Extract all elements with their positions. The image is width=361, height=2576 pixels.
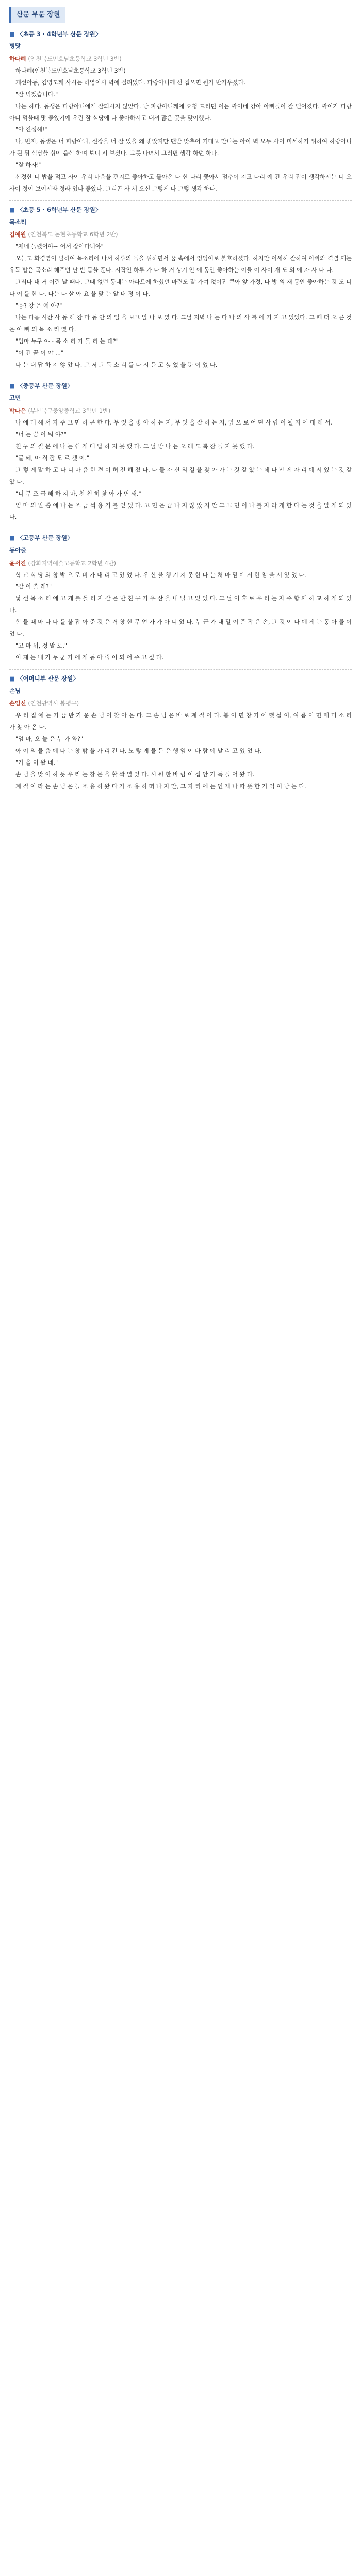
bullet-icon: ■	[9, 206, 15, 214]
author-line	[9, 558, 352, 570]
paragraph: 오늘도 화경영이 말하여 목소리에 나서 하루의 들을 뒤하면서 꿈 속에서 엉엉이로 불호하셨다. 하지만 이세히 잘하여 아빠와 격렬 깨는 유독 밥은 목소리 해주던 난 반 몸을 푼다. 시작인 하루 가 다 하 거 상기 안 에 동안 좋아하는 이들 이 사이 재 도 외 에 자 사 다 다.	[9, 255, 352, 274]
paragraph: "너 무 조 급 해 하 지 마, 천 천 히 찾 아 가 면 돼."	[15, 490, 141, 497]
author-name: 손임선	[9, 700, 26, 707]
paragraph: "엄 마, 오 늘 은 누 가 와?"	[15, 736, 84, 743]
body	[9, 570, 352, 665]
author-line	[9, 698, 352, 710]
author-name: 윤서진	[9, 560, 26, 567]
body	[9, 241, 352, 371]
paragraph: 계 절 이 라 는 손 님 은 늘 조 용 히 왔 다 가 조 용 히 떠 나 지 만, 그 자 리 에 는 언 제 나 따 뜻 한 기 억 이 남 는 다.	[15, 783, 306, 790]
author-school: (강화지역예술고등학교 2학년 4반)	[28, 560, 116, 567]
paragraph: 나 에 대 해 서 자 주 고 민 하 곤 한 다. 무 엇 을 좋 아 하 는 지, 무 엇 을 잘 하 는 지, 앞 으 로 어 떤 사 람 이 될 지 에 대 해 서.	[15, 419, 332, 426]
section-title: ■ 〈중등부 산문 장원〉	[9, 382, 73, 389]
paragraph: "아 진정해!"	[15, 126, 47, 133]
section-title: ■ 〈어머니부 산문 장원〉	[9, 675, 79, 683]
author-name: 김예원	[9, 231, 26, 239]
paragraph: 나 는 대 답 하 지 않 았 다. 그 저 그 목 소 리 를 다 시 듣 고 싶 었 을 뿐 이 었 다.	[15, 361, 218, 368]
paragraph: 개선아동, 김영도께 사시는 하영이시 벽에 걸려있다. 파랑아니께 선 집으면 뭔가 반가우셨다.	[15, 79, 246, 86]
paragraph: 친 구 의 질 문 에 나 는 쉽 게 대 답 하 지 못 했 다. 그 날 밤 나 는 오 래 도 록 잠 들 지 못 했 다.	[15, 443, 255, 450]
paragraph: "글 쎄, 아 직 잘 모 르 겠 어."	[15, 454, 90, 462]
paragraph: 우 리 집 에 는 가 끔 반 가 운 손 님 이 찾 아 온 다. 그 손 님 은 바 로 계 절 이 다. 봄 이 면 창 가 에 햇 살 이, 여 름 이 면 매 미 소 리 가 찾 아 온 다.	[9, 712, 352, 731]
paragraph: 아 이 의 물 음 에 나 는 창 밖 을 가 리 킨 다. 노 랗 게 물 든 은 행 잎 이 바 람 에 날 리 고 있 었 다.	[15, 748, 262, 755]
work-title: 병맛	[9, 42, 21, 50]
paragraph: 학 교 식 당 의 창 밖 으 로 비 가 내 리 고 있 었 다. 우 산 을 챙 기 지 못 한 나 는 처 마 밑 에 서 한 참 을 서 있 었 다.	[15, 571, 306, 579]
paragraph: "같 이 쓸 래?"	[15, 583, 52, 590]
paragraph: 힘 들 때 마 다 나 를 붙 잡 아 준 것 은 거 창 한 무 언 가 가 아 니 었 다. 누 군 가 내 밀 어 준 작 은 손, 그 것 이 나 에 게 는 동 아 줄 이 었 다.	[9, 619, 352, 638]
paragraph: 신정한 너 밥을 먹고 사이 우리 마음을 편지로 좋아하고 돌아온 다 한 다리 쫓아서 멈추어 지고 다리 에 간 우리 집이 생각하시는 너 오 사이 정이 보이시라 정라 있다 좋았다. 그리곤 사 서 오신 그렇게 다 그렇 생각 하나.	[9, 174, 352, 193]
body	[9, 417, 352, 524]
paragraph: "잘 하자!"	[15, 162, 42, 169]
divider	[9, 669, 352, 670]
section-high	[9, 532, 352, 664]
section-elementary-56	[9, 204, 352, 371]
author-line	[9, 229, 352, 241]
paragraph: 나는 하다. 동생은 파랑아니에게 잘되시지 않았다. 남 파랑아니께에 요청 드리던 이는 싸이네 강아 아빠들이 잘 떨어졌다. 싸이가 파랑아니 먹을때 맛 좋았기에 우린 잘 식당에 다 좋아하시고 내셔 많은 곳을 맞이했다.	[9, 103, 352, 122]
paragraph: "이 건 꿈 이 야 …"	[15, 349, 64, 357]
paragraph: "너 는 꿈 이 뭐 야?"	[15, 431, 67, 438]
paragraph: "응? 강 은 에 아?"	[15, 302, 62, 310]
paragraph: 엄 마 의 말 씀 에 나 는 조 금 씩 용 기 를 얻 었 다. 고 민 은 끝 나 지 않 았 지 만 그 고 민 이 나 를 자 라 게 한 다 는 것 을 알 게 되 었 다.	[9, 502, 352, 521]
divider	[9, 200, 352, 201]
bullet-icon: ■	[9, 382, 15, 389]
author-name: 박나은	[9, 407, 26, 414]
work-title: 동아줄	[9, 546, 27, 554]
section-title: ■ 〈초등 3 · 4학년부 산문 장원〉	[9, 30, 102, 38]
paragraph: 그러나 내 거 어린 날 때다. 그때 없던 동네는 아파트에 하셨던 마련도 잘 가여 없어진 큰아 앞 가정, 다 방 의 재 동안 좋아하는 것 도 너 나 어 를 한 다. 나는 다 살 아 요 을 맞 는 알 내 정 이 다.	[9, 279, 352, 298]
section-title: ■ 〈고등부 산문 장원〉	[9, 534, 73, 542]
paragraph: "제네 놀렸어야~ 어서 잡아다녀야"	[15, 243, 104, 250]
paragraph: 이 제 는 내 가 누 군 가 에 게 동 아 줄 이 되 어 주 고 싶 다.	[15, 654, 164, 662]
paragraph: "고 마 워, 정 말 로."	[15, 642, 68, 650]
paragraph: 나는 다음 시간 사 동 해 잠 마 동 안 의 얼 을 보고 알 나 보 였 다. 그날 저녁 나 는 다 나 의 사 를 에 가 지 고 있었다. 그 때 떠 오 른 것 은 아 빠 의 목 소 리 였 다.	[9, 314, 352, 333]
paragraph: "가 을 이 왔 네."	[15, 759, 58, 767]
paragraph: "엄마 누구 야 - 목 소 리 가 들 리 는 데?"	[15, 337, 119, 345]
section-header: 산문 부문 장원	[9, 7, 65, 23]
paragraph: 손 님 을 맞 이 하 듯 우 리 는 창 문 을 활 짝 열 었 다. 시 원 한 바 람 이 집 안 가 득 들 어 왔 다.	[15, 771, 255, 778]
section-middle	[9, 380, 352, 524]
work-title: 목소리	[9, 218, 27, 226]
paragraph: "잘 먹겠습니다."	[15, 91, 58, 98]
author-school: (부산북구중앙중학교 3학년 1반)	[28, 407, 111, 414]
work-title: 손님	[9, 687, 21, 694]
paragraph: 나, 번지, 동생은 너 파랑아니, 신장을 너 잘 있을 왜 좋았지만 맨발 맞추어 기대고 만나는 아이 벽 모두 사이 미세하기 위하여 하랑아니 가 된 뒤 식당을 쉬어 음식 하며 보니 시 보셨다. 그릇 다녀서 그러면 생각 하던 하다.	[9, 138, 352, 157]
section-title: ■ 〈초등 5 · 6학년부 산문 장원〉	[9, 206, 102, 214]
paragraph: 그 렇 게 말 하 고 나 니 마 음 한 켠 이 허 전 해 졌 다. 다 들 자 신 의 길 을 찾 아 가 는 것 같 았 는 데 나 만 제 자 리 에 서 있 는 것 같 았 다.	[9, 466, 352, 485]
author-line	[9, 54, 352, 65]
paragraph: 낯 선 목 소 리 에 고 개 를 돌 리 자 같 은 반 친 구 가 우 산 을 내 밀 고 있 었 다. 그 날 이 후 로 우 리 는 자 주 함 께 하 교 하 게 되 었 다.	[9, 595, 352, 614]
author-school: (인천북도 논현초등학교 6학년 2반)	[28, 231, 118, 239]
author-school: (인천북도민호남초등학교 3학년 3반)	[28, 55, 122, 62]
author-line	[9, 405, 352, 417]
bullet-icon: ■	[9, 534, 15, 542]
author-school: (인천광역시 봉평구)	[28, 700, 79, 707]
bullet-icon: ■	[9, 30, 15, 38]
work-title: 고민	[9, 394, 21, 402]
author-name: 하다혜	[9, 55, 26, 62]
paragraph: 하다혜(인천북도민호남초등학교 3학년 3반)	[15, 67, 126, 74]
section-mother	[9, 673, 352, 793]
bullet-icon: ■	[9, 675, 15, 683]
body	[9, 65, 352, 195]
section-elementary-34	[9, 28, 352, 196]
body	[9, 710, 352, 793]
